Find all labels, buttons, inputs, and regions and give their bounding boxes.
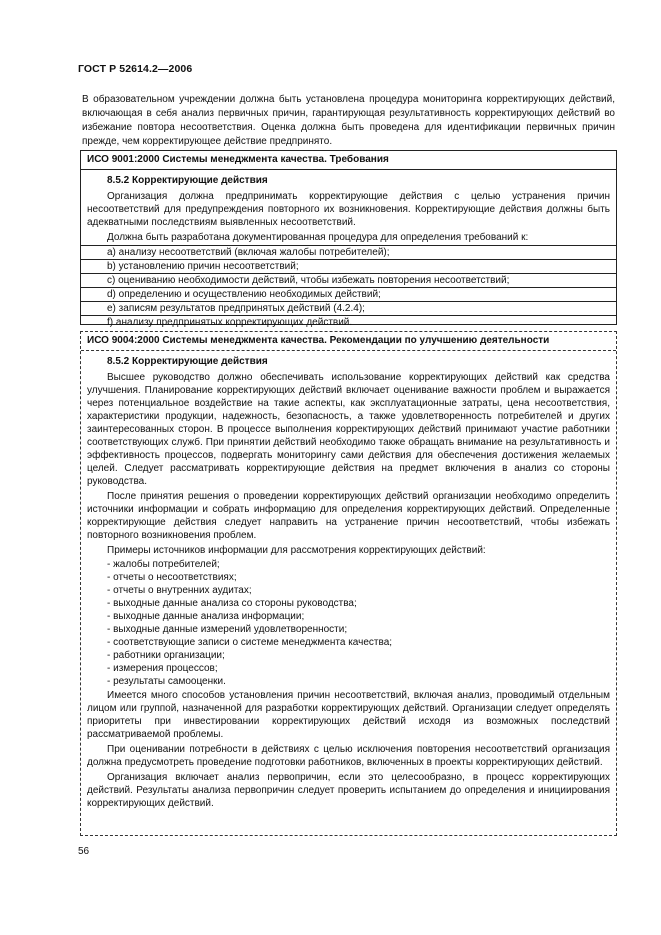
list-item: - выходные данные анализа со стороны руководства; [107, 598, 357, 609]
iso9004-paragraph: Организация включает анализ первопричин, если это целесообразно, в процесс корректирующих действий. Результаты анализа первопричин следует проверить испытанием до определения и инициирования корректирующих действий. [87, 772, 610, 809]
list-item: a) анализу несоответствий (включая жалобы потребителей); [81, 246, 616, 260]
list-item: c) оцениванию необходимости действий, чтобы избежать повторения несоответствий; [81, 274, 616, 288]
list-item: - отчеты о несоответствиях; [107, 572, 237, 583]
list-item: - выходные данные измерений удовлетворенности; [107, 624, 348, 635]
iso9004-paragraph: Имеется много способов установления причин несоответствий, включая анализ, проводимый отдельным лицом или группой, назначенной для разработки корректирующих действий. Организации следует определять приоритеты при инвестировании корректирующих действий исходя из возможных последствий рассматриваемой проблемы. [87, 690, 610, 740]
list-item: - соответствующие записи о системе менеджмента качества; [107, 637, 393, 648]
list-item: - результаты самооценки. [107, 676, 226, 687]
iso9001-subtitle: 8.5.2 Корректирующие действия [107, 175, 268, 186]
list-item: d) определению и осуществлению необходимых действий; [81, 288, 616, 302]
standard-header: ГОСТ Р 52614.2—2006 [78, 63, 193, 75]
iso9004-paragraph: Примеры источников информации для рассмотрения корректирующих действий: [107, 545, 486, 556]
list-item: - жалобы потребителей; [107, 559, 220, 570]
iso9004-paragraph: При оценивании потребности в действиях с целью исключения повторения несоответствий организация должна предусмотреть проведение подготовки работников, включенных в проекты корректирующих действий. [87, 744, 610, 768]
page-number: 56 [78, 846, 90, 857]
intro-paragraph: В образовательном учреждении должна быть установлена процедура мониторинга корректирующих действий, включающая в себя анализ первичных причин, гарантирующая результативность корректирующих действий во избежание повтора несоответствия. Оценка должна быть проведена для идентификации первичных причин прежде, чем корректирующее действие предпринято. [82, 94, 615, 147]
iso9004-subtitle: 8.5.2 Корректирующие действия [107, 356, 268, 367]
iso9004-box [80, 331, 617, 836]
iso9004-title: ИСО 9004:2000 Системы менеджмента качества. Рекомендации по улучшению деятельности [81, 332, 616, 351]
list-item: f) анализу предпринятых корректирующих действий. [107, 317, 353, 328]
iso9001-requirements-list [81, 246, 616, 329]
iso9001-box [80, 150, 617, 328]
list-item: - выходные данные анализа информации; [107, 611, 305, 622]
list-item: e) записям результатов предпринятых действий (4.2.4); [81, 302, 616, 316]
list-item: b) установлению причин несоответствий; [81, 260, 616, 274]
iso9001-paragraph: Должна быть разработана документированная процедура для определения требований к: [81, 230, 616, 246]
list-item: - отчеты о внутренних аудитах; [107, 585, 252, 596]
information-sources-list [81, 558, 616, 688]
iso9004-paragraph: После принятия решения о проведении корректирующих действий организации необходимо определить источники информации и собрать информацию для определения корректирующих действий. Определенные корректирующие действия следует направить на устранение причин несоответствий, чтобы избежать повторного возникновения проблем. [87, 491, 610, 541]
list-item: - измерения процессов; [107, 663, 218, 674]
list-item: - работники организации; [107, 650, 225, 661]
iso9001-paragraph: Организация должна предпринимать корректирующие действия с целью устранения причин несоответствий для предупреждения повторного их возникновения. Корректирующие действия должны быть адекватными последствиям выявленных несоответствий. [87, 191, 610, 228]
iso9001-title: ИСО 9001:2000 Системы менеджмента качества. Требования [81, 151, 616, 170]
iso9004-paragraph: Высшее руководство должно обеспечивать использование корректирующих действий как средства улучшения. Планирование корректирующих действий включает оценивание важности проблем и выражается через потенциальное воздействие на такие аспекты, как эксплуатационные затраты, цена несоответствия, характеристики продукции, надежность, безопасность, а также удовлетворенность потребителей и других заинтересованных сторон. В процессе выполнения корректирующих действий принимают участие работники соответствующих служб. При принятии действий необходимо также обращать внимание на результативность и эффективность процессов, подвергать мониторингу сами действия для обеспечения достижения желаемых целей. Следует рассматривать корректирующие действия на предмет включения в анализ со стороны руководства. [87, 372, 610, 487]
